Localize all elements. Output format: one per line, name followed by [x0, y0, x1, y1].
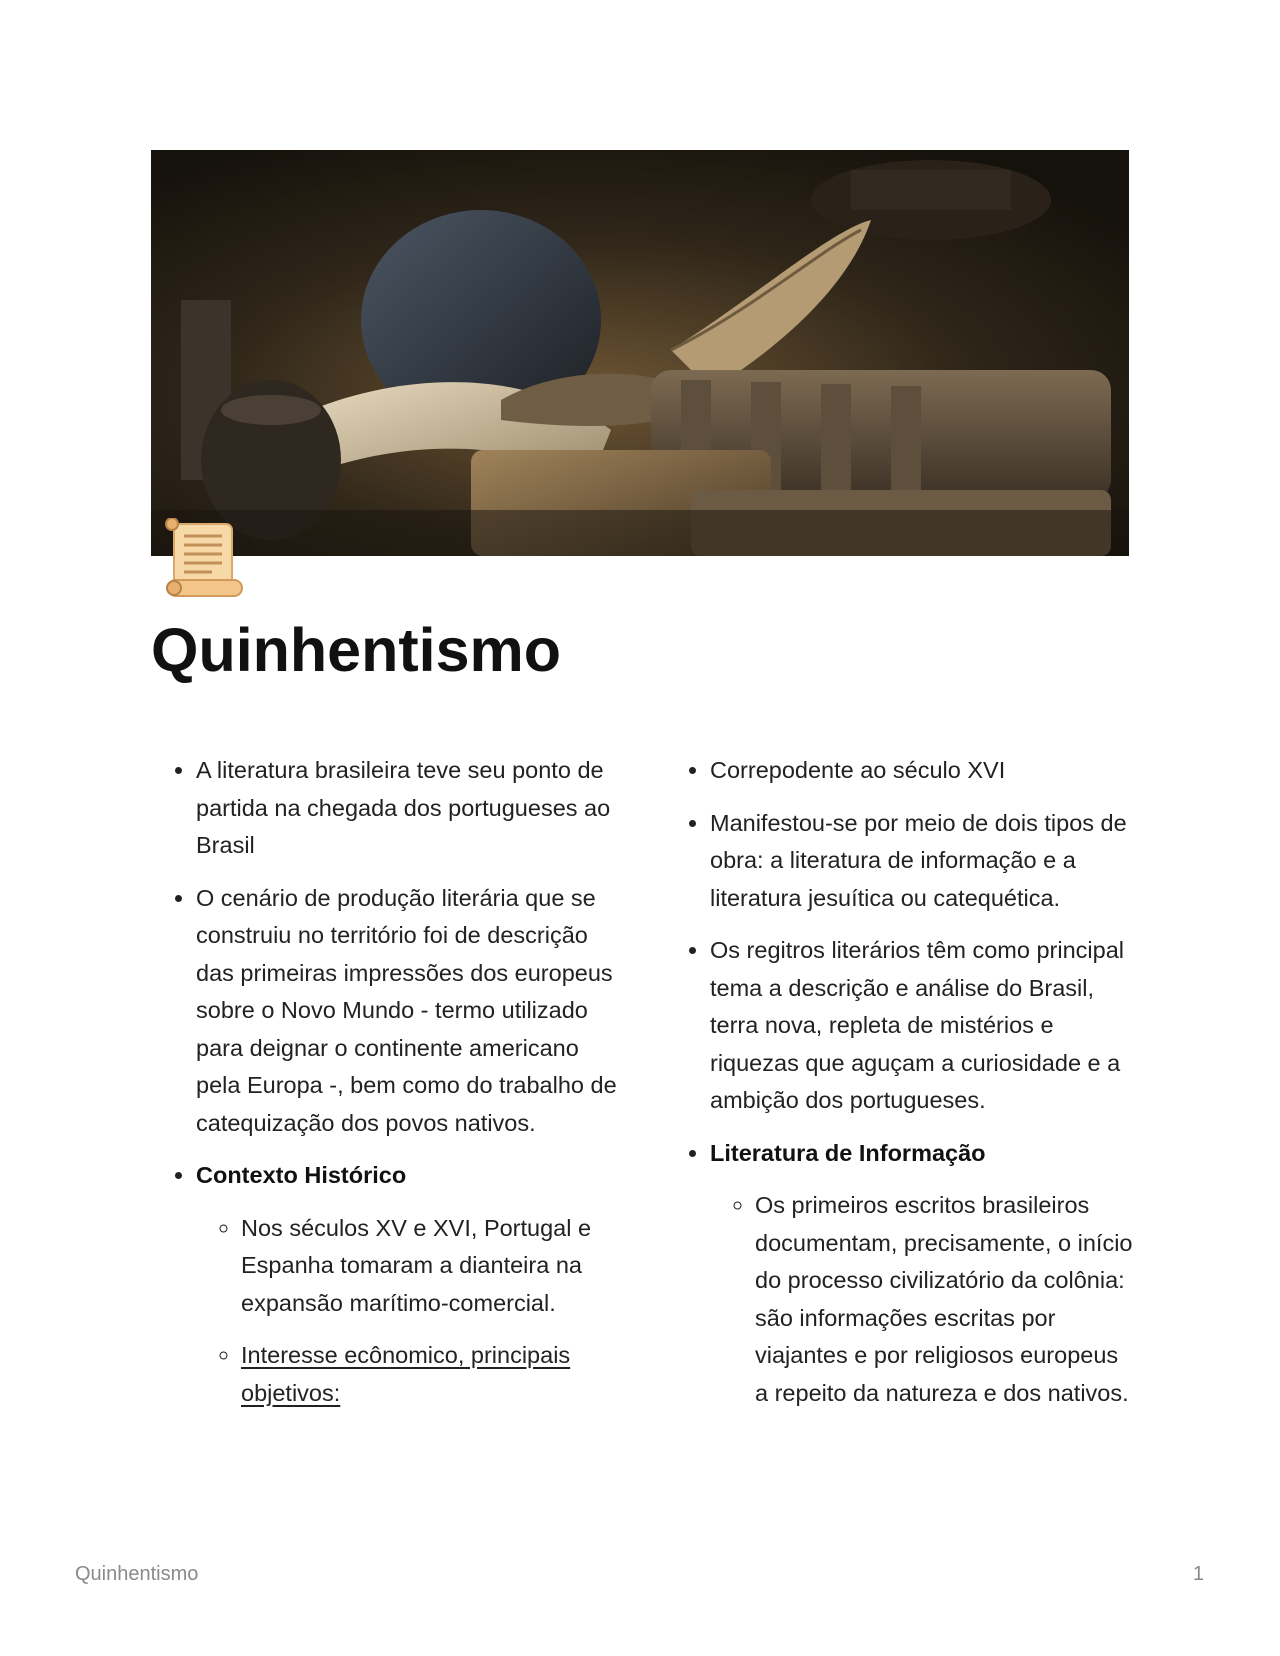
list-item	[196, 752, 621, 865]
list-item-literatura-informacao	[710, 1135, 1135, 1413]
footer-page-number: 1	[1192, 1563, 1204, 1585]
list-item-text: A literatura brasileira teve seu ponto de partida na chegada dos portugueses ao Brasil	[196, 757, 611, 858]
sub-list-item	[755, 1187, 1135, 1412]
sub-list-item	[241, 1337, 621, 1412]
section-heading: Contexto Histórico	[196, 1162, 407, 1188]
section-heading: Literatura de Informação	[710, 1139, 986, 1166]
sub-list-item-underlined: Interesse ecônomico, principais objetivos:	[241, 1342, 571, 1406]
list-item-text: Os regitros literários têm como principal tema a descrição e análise do Brasil, terra nova, repleta de mistérios e riquezas que aguçam a curiosidade e a ambição dos portugueses.	[710, 937, 1124, 1113]
list-item	[710, 932, 1135, 1120]
left-column	[151, 752, 621, 1427]
list-item-contexto-historico	[196, 1157, 621, 1412]
footer-title: Quinhentismo	[75, 1563, 199, 1585]
list-item	[710, 752, 1135, 790]
sub-list	[196, 1210, 621, 1413]
left-bullet-list	[151, 752, 621, 1412]
list-item-text: Correpodente ao século XVI	[710, 757, 1006, 783]
sub-list-item-text: Nos séculos XV e XVI, Portugal e Espanha tomaram a dianteira na expansão marítimo-comercial.	[241, 1214, 592, 1316]
right-bullet-list	[665, 752, 1135, 1412]
cover-image	[151, 150, 1129, 556]
sub-list-item-text: Os primeiros escritos brasileiros documentam, precisamente, o início do processo civilizatório da colônia: são informações escritas por viajantes e por religiosos europeus a repeito da natureza e dos nativos.	[755, 1192, 1133, 1406]
right-column	[665, 752, 1135, 1427]
scroll-icon	[160, 518, 250, 600]
list-item	[196, 880, 621, 1143]
list-item-text: Manifestou-se por meio de dois tipos de obra: a literatura de informação e a literatura jesuítica ou catequética.	[710, 809, 1127, 911]
page-title: Quinhentismo	[151, 616, 562, 684]
sub-list	[710, 1187, 1135, 1412]
sub-list-item	[241, 1210, 621, 1323]
list-item-text: O cenário de produção literária que se construiu no território foi de descrição das primeiras impressões dos europeus sobre o Novo Mundo - termo utilizado para deignar o continente americano pela Europa -, bem como do trabalho de catequização dos povos nativos.	[196, 884, 617, 1136]
cover-painting	[151, 150, 1129, 556]
list-item	[710, 805, 1135, 918]
